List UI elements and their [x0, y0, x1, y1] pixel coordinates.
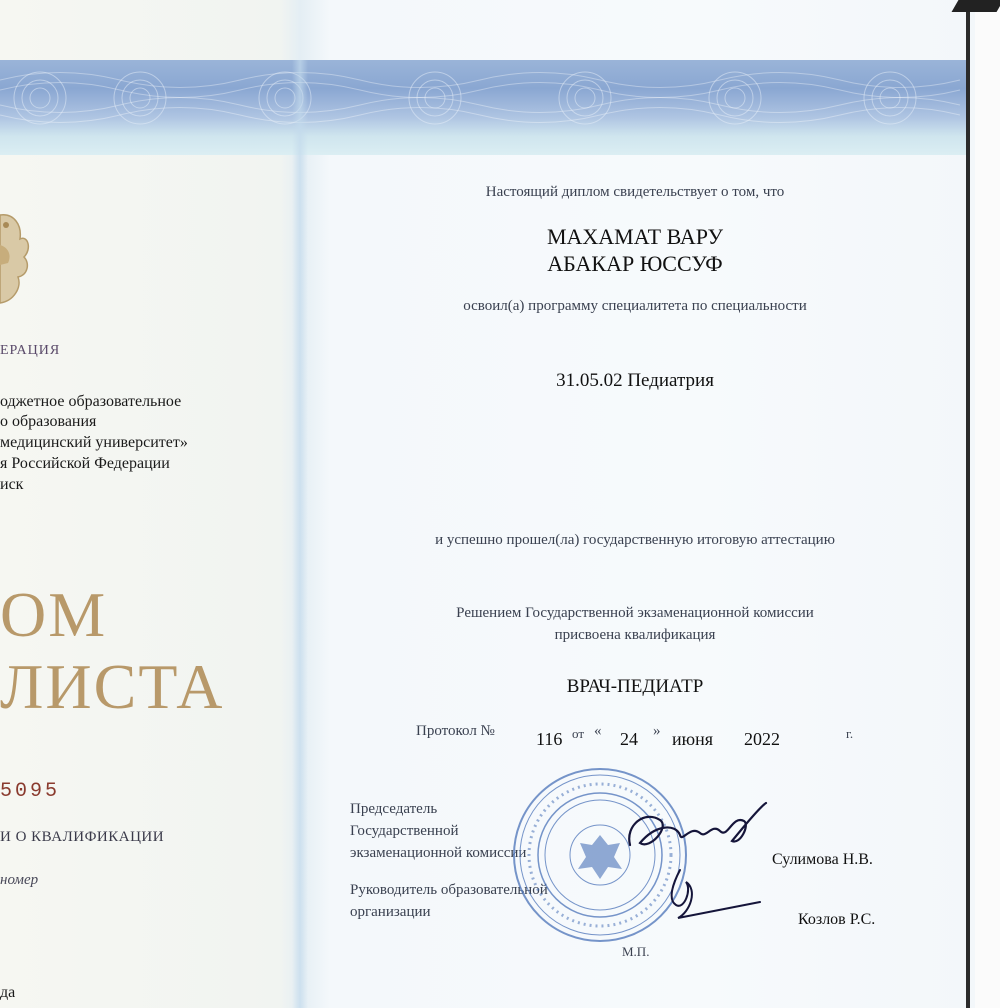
protocol-month: июня: [672, 729, 713, 749]
program-text: освоил(а) программу специалитета по специальности: [463, 298, 807, 314]
protocol-label: Протокол №: [416, 723, 495, 739]
page-edge-line: [966, 0, 970, 1008]
chair-label-line-1: Председатель: [350, 801, 438, 817]
chair-signature-icon: [620, 795, 770, 865]
protocol-year-suffix: г.: [846, 726, 854, 741]
protocol-day: 24: [620, 729, 638, 749]
protocol-from-label: от: [572, 726, 585, 741]
year-fragment: да: [0, 984, 16, 1001]
page-fold: [292, 60, 308, 1008]
specialty: 31.05.02 Педиатрия: [556, 370, 714, 391]
guilloche-rosettes-icon: [0, 60, 970, 155]
head-name: Козлов Р.С.: [798, 911, 876, 928]
graduate-name-line-2: АБАКАР ЮССУФ: [547, 251, 723, 276]
registration-number-label: номер: [0, 872, 39, 888]
country-line: ЕРАЦИЯ: [0, 343, 61, 358]
chair-label-line-3: экзаменационной комиссии: [350, 845, 527, 861]
diploma-title-line-2: ЛИСТА: [0, 651, 225, 722]
institution-line-2: о образования: [0, 413, 97, 430]
graduate-name-line-1: МАХАМАТ ВАРУ: [546, 224, 724, 249]
page-margin-right: [975, 0, 1000, 1008]
protocol-quote-open: «: [594, 723, 602, 739]
eagle-emblem-icon: [0, 205, 34, 320]
scan-corner-shadow: [952, 0, 1000, 12]
serial-number: 5095: [0, 780, 61, 803]
chair-label-line-2: Государственной: [350, 823, 459, 839]
head-label-line-1: Руководитель образовательной: [350, 882, 548, 898]
institution-line-4: я Российской Федерации: [0, 455, 170, 472]
chair-name: Сулимова Н.В.: [772, 851, 873, 868]
protocol-quote-close: »: [653, 723, 661, 739]
head-label-line-2: организации: [350, 904, 431, 920]
decision-line-2: присвоена квалификация: [554, 627, 716, 643]
diploma-title-line-1: ОМ: [0, 579, 108, 650]
qualification-heading: И О КВАЛИФИКАЦИИ: [0, 829, 165, 845]
guilloche-band: [0, 60, 970, 155]
protocol-number: 116: [536, 729, 563, 749]
qualification-title: ВРАЧ-ПЕДИАТР: [566, 676, 704, 697]
protocol-year: 2022: [744, 729, 780, 749]
stamp-place-mark: М.П.: [622, 944, 650, 959]
institution-line-3: медицинский университет»: [0, 434, 188, 451]
institution-line-1: оджетное образовательное: [0, 393, 182, 410]
attestation-text: и успешно прошел(ла) государственную итоговую аттестацию: [435, 532, 835, 548]
institution-line-5: иск: [0, 476, 24, 493]
intro-text: Настоящий диплом свидетельствует о том, что: [485, 184, 785, 200]
head-signature-icon: [650, 860, 765, 930]
decision-line-1: Решением Государственной экзаменационной комиссии: [456, 605, 814, 621]
